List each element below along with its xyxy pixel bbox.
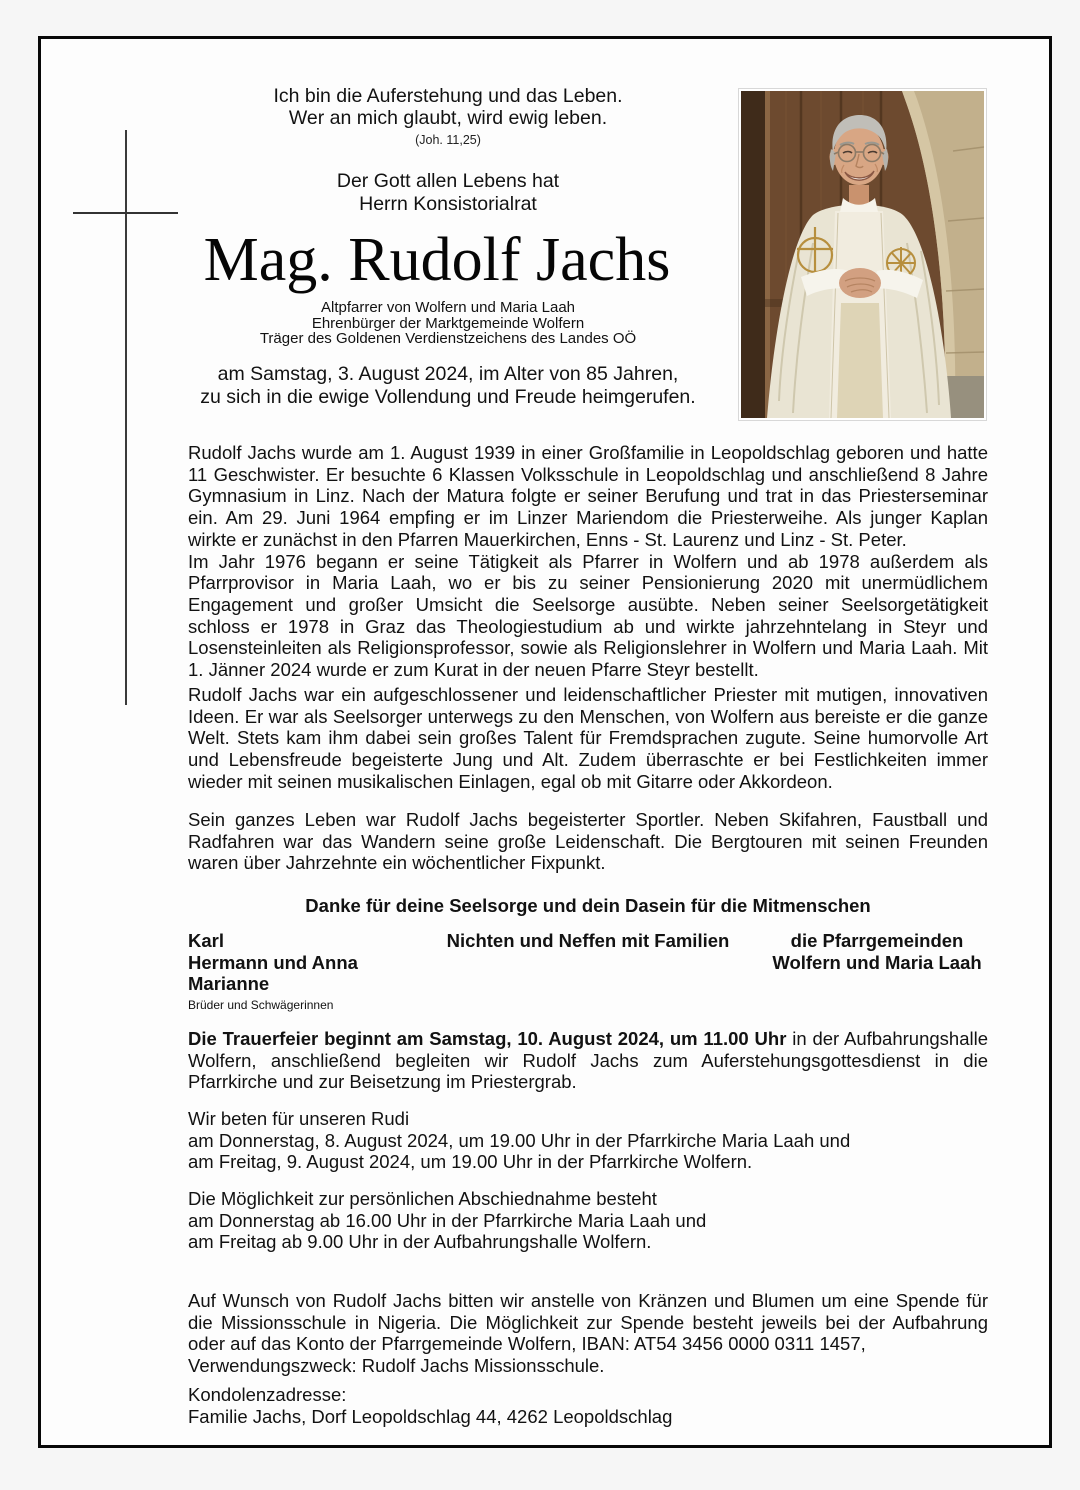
biography-block-1 [188,442,988,681]
mourner-name: Marianne [188,973,270,995]
memorial-cross-horizontal [73,212,178,214]
donation-purpose: Verwendungszweck: Rudolf Jachs Missionsschule. [188,1355,605,1377]
donation-request-info [188,1290,988,1377]
quote-reference: (Joh. 11,25) [415,132,481,147]
announcement-line-2: Herrn Konsistorialrat [359,193,537,215]
prayer-date-1: am Donnerstag, 8. August 2024, um 19.00 Uhr in der Pfarrkirche Maria Laah und [188,1129,851,1151]
funeral-details: in der Aufbahrungshalle Wolfern, anschließend begleiten wir Rudolf Jachs zum Auferstehungsgottesdienst in die Pfarrkirche und zur Beisetzung im Priestergrab. [188,1028,989,1093]
prayer-date-2: am Freitag, 9. August 2024, um 19.00 Uhr in der Pfarrkirche Wolfern. [188,1151,753,1173]
farewell-intro: Die Möglichkeit zur persönlichen Abschiednahme besteht [188,1188,657,1209]
donation-text: Auf Wunsch von Rudolf Jachs bitten wir anstelle von Kränzen und Blumen um eine Spende für die Missionsschule in Nigeria. Die Möglichkeit zur Spende besteht jeweils bei der Aufbahrung oder auf das Konto der Pfarrgemeinde Wolfern, IBAN: AT54 3456 0000 0311 1457, [188,1290,988,1355]
quote-line-1: Ich bin die Auferstehung und das Leben. [273,85,623,107]
portrait-photo [738,88,987,421]
mourners-parishes-column [752,930,1002,973]
condolence-label: Kondolenzadresse: [188,1384,347,1405]
priest-portrait-illustration [741,91,984,418]
thanks-line: Danke für deine Seelsorge und dein Dasein für die Mitmenschen [305,895,871,916]
farewell-date-2: am Freitag ab 9.00 Uhr in der Aufbahrungshalle Wolfern. [188,1231,652,1253]
parish-line-2: Wolfern und Maria Laah [772,951,982,973]
biography-paragraph-1: Rudolf Jachs wurde am 1. August 1939 in einer Großfamilie in Leopoldschlag geboren und hatte 11 Geschwister. Er besuchte 6 Klassen Volksschule in Leopoldschlag und anschließend 8 Jahre Gymnasium in Linz. Nach der Matura folgte er seiner Berufung und trat in das Priesterseminar ein. Am 29. Juni 1964 empfing er im Linzer Mariendom die Priesterweihe. Als junger Kaplan wirkte er zunächst in den Pfarren Mauerkirchen, Enns - St. Laurenz und Linz - St. Peter. [188,442,988,550]
biography-paragraph-3: Rudolf Jachs war ein aufgeschlossener und leidenschaftlicher Priester mit mutigen, innovativen Ideen. Er war als Seelsorger unterwegs zu den Menschen, von Wolfern aus bereiste er die ganze Welt. Stets kam ihm dabei sein großes Talent für Fremdsprachen zugute. Seine humorvolle Art und Lebensfreude begeisterte Jung und Alt. Zudem überraschte er bei Festlichkeiten immer wieder mit seinen musikalischen Einlagen, egal ob mit Gitarre oder Akkordeon. [188,684,988,792]
mourners-relatives-column: Nichten und Neffen mit Familien [446,930,730,951]
farewell-date-1: am Donnerstag ab 16.00 Uhr in der Pfarrkirche Maria Laah und [188,1209,707,1231]
condolence-address-info [188,1384,988,1427]
deceased-title-1: Altpfarrer von Wolfern und Maria Laah [320,299,576,316]
memorial-cross-vertical [125,130,127,705]
prayer-intro: Wir beten für unseren Rudi [188,1108,410,1129]
condolence-address: Familie Jachs, Dorf Leopoldschlag 44, 4262 Leopoldschlag [188,1405,673,1427]
death-announcement [158,363,738,409]
announcement-intro [188,170,708,216]
mourner-name: Hermann und Anna [188,951,358,973]
parish-line-1: die Pfarrgemeinden [790,930,964,951]
death-line-1: am Samstag, 3. August 2024, im Alter von 85 Jahren, [217,363,679,385]
quote-line-2: Wer an mich glaubt, wird ewig leben. [288,106,608,129]
death-line-2: zu sich in die ewige Vollendung und Freude heimgerufen. [200,386,696,408]
biography-paragraph-2: Im Jahr 1976 begann er seine Tätigkeit als Pfarrer in Wolfern und ab 1978 außerdem als Pfarrprovisor in Maria Laah, wo er bis zu seiner Pensionierung 2020 mit unermüdlichem Engagement und großer Umsicht die Seelsorge ausübte. Neben seiner Seelsorgetätigkeit schloss er 1978 in Graz das Theologiestudium ab und wirkte jahrzehntelang in Steyr und Losensteinleiten als Religionsprofessor, sowie als Religionslehrer in Wolfern und Maria Laah. Mit 1. Jänner 2024 wurde er zum Kurat in der neuen Pfarre Steyr bestellt. [188,550,988,681]
prayer-services-info [188,1108,988,1173]
biography-paragraph-4: Sein ganzes Leben war Rudolf Jachs begeisterter Sportler. Neben Skifahren, Faustball und Radfahren war das Wandern seine große Leidenschaft. Die Bergtouren mit seinen Freunden waren über Jahrzehnte ein wöchentlicher Fixpunkt. [188,809,988,874]
scripture-quote [188,86,708,148]
funeral-service-info [188,1028,988,1093]
deceased-titles [188,300,708,347]
mourners-relation-note: Brüder und Schwägerinnen [188,998,334,1013]
announcement-line-1: Der Gott allen Lebens hat [336,170,560,192]
deceased-name: Mag. Rudolf Jachs [203,226,671,294]
deceased-title-2: Ehrenbürger der Marktgemeinde Wolfern [311,314,585,332]
deceased-title-3: Träger des Goldenen Verdienstzeichens des Landes OÖ [259,330,637,348]
funeral-date-bold: Die Trauerfeier beginnt am Samstag, 10. August 2024, um 11.00 Uhr [188,1028,787,1049]
farewell-info [188,1188,988,1253]
mourner-name: Karl [188,930,224,951]
